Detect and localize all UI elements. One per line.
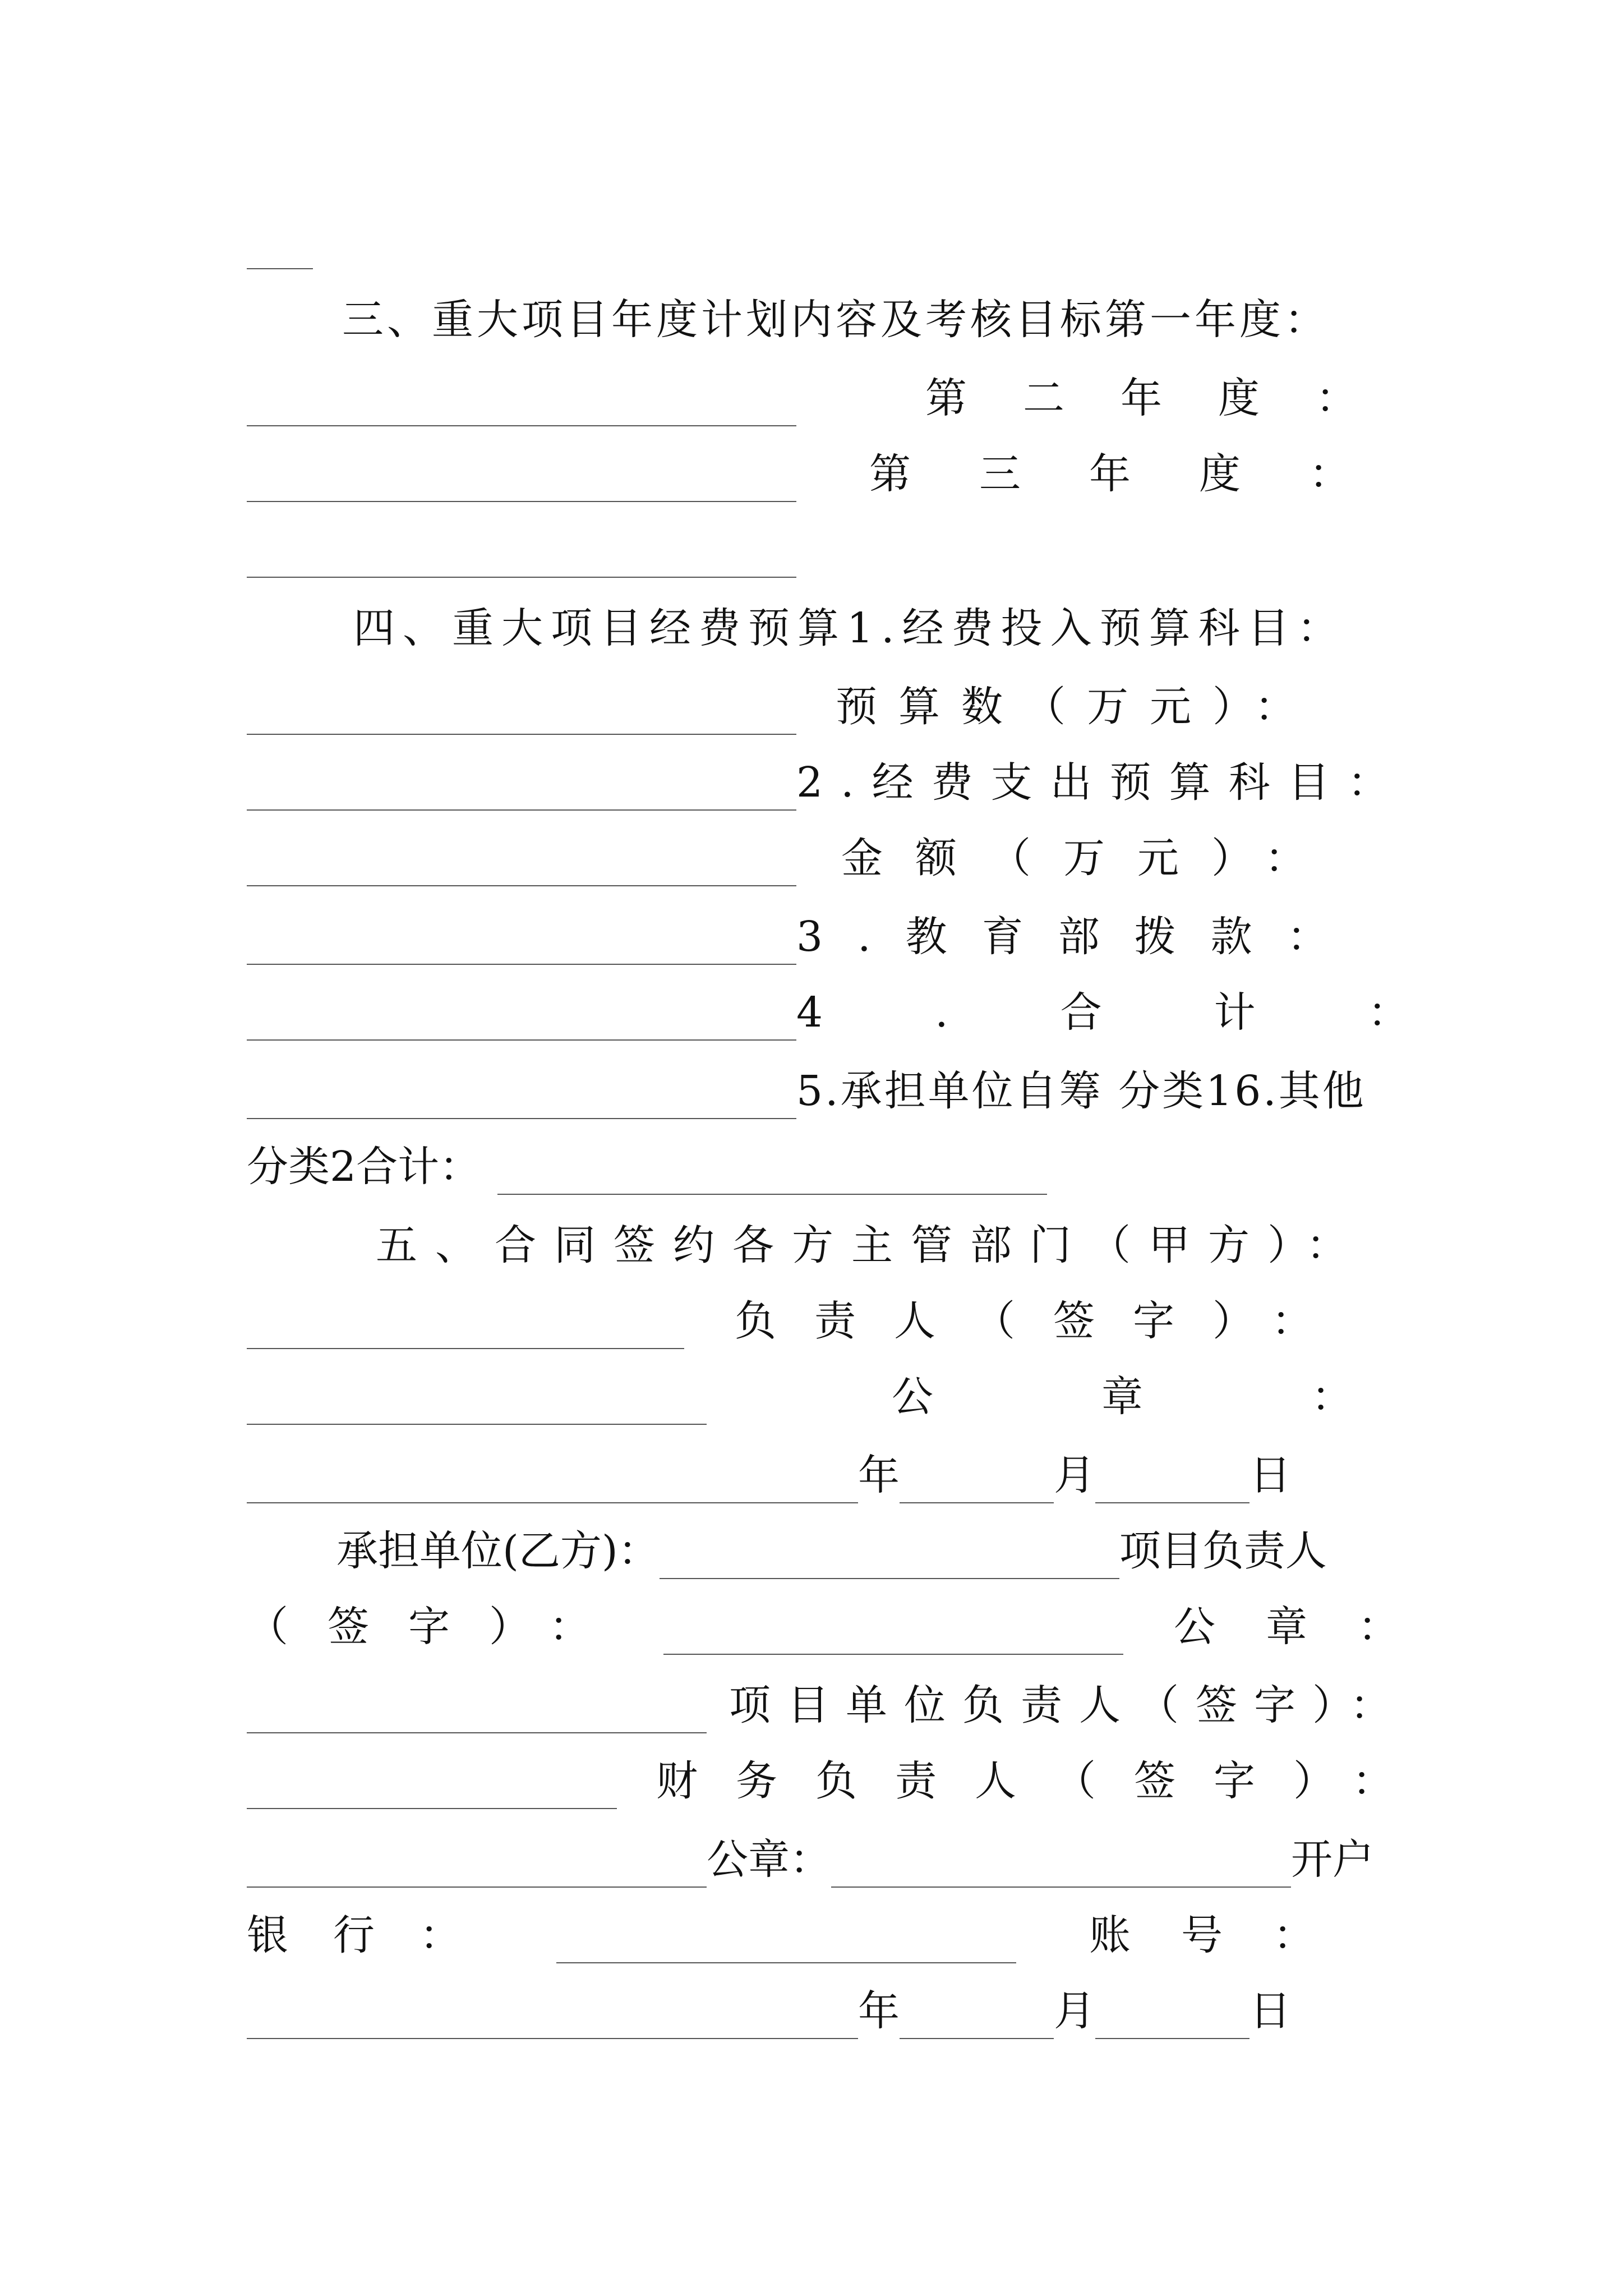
- finance-leader-label: 财务负责人（签字）：: [656, 1757, 1432, 1805]
- blank-line[interactable]: [247, 1697, 707, 1733]
- party-b-label: 承担单位(乙方)：: [336, 1527, 660, 1575]
- blank-line[interactable]: [831, 1852, 1291, 1888]
- section4-title-text: 四、重大项目经费预算1.经费投入预算科目：: [353, 604, 1347, 652]
- blank-line[interactable]: [556, 1927, 1016, 1963]
- unit-leader-row: [247, 1677, 1408, 1733]
- blank-line[interactable]: [247, 850, 796, 886]
- blank-line[interactable]: [900, 2003, 1054, 2039]
- blank-line[interactable]: [247, 1773, 617, 1809]
- blank-line[interactable]: [247, 699, 796, 735]
- account-label: 账号：: [1089, 1911, 1365, 1959]
- blank-line[interactable]: [247, 466, 796, 502]
- top-rule: [247, 213, 1380, 269]
- sign-seal-row: [247, 1599, 1450, 1655]
- blank-line[interactable]: [660, 1543, 1119, 1579]
- bank-label: 银行：: [247, 1911, 506, 1959]
- blank-line[interactable]: [247, 542, 796, 578]
- blank-line[interactable]: [247, 775, 796, 811]
- date-row: [247, 1447, 1380, 1503]
- blank-line[interactable]: [247, 1005, 796, 1041]
- project-leader-label: 项目负责人: [1119, 1527, 1327, 1575]
- item5-label: 5.承担单位自筹 分类16.其他: [796, 1067, 1366, 1115]
- item2-row: [247, 754, 1407, 811]
- seal-c-label: 公章：: [707, 1835, 831, 1884]
- seal-bank-row: [247, 1832, 1380, 1888]
- blank-line[interactable]: [1095, 2003, 1249, 2039]
- item4-row: [247, 984, 1521, 1041]
- date2-row: [247, 1983, 1380, 2039]
- date2-day: 日: [1249, 1987, 1291, 2035]
- amount-label: 金额（万元）：: [841, 834, 1339, 882]
- blank-line[interactable]: [247, 929, 796, 965]
- date-month: 月: [1054, 1451, 1095, 1499]
- party-b-row: [336, 1523, 1380, 1579]
- section3-title-text: 三、重大项目年度计划内容及考核目标第一年度：: [342, 296, 1329, 344]
- section3-title: [342, 292, 1380, 348]
- item5-row: [247, 1063, 1380, 1119]
- section5-title: [376, 1217, 1380, 1273]
- blank-line[interactable]: [1095, 1467, 1249, 1503]
- section3-year3-row: [247, 446, 1419, 502]
- date-year: 年: [858, 1451, 900, 1499]
- amount-row: [247, 830, 1380, 886]
- bank-open-label: 开户: [1291, 1835, 1374, 1884]
- date-day: 日: [1249, 1451, 1291, 1499]
- blank-line[interactable]: [247, 1467, 858, 1503]
- item3-row: [247, 909, 1380, 965]
- section3-year2-row: [247, 370, 1413, 426]
- finance-leader-row: [247, 1753, 1432, 1809]
- blank-line[interactable]: [247, 1083, 796, 1119]
- blank-line[interactable]: [663, 1619, 1123, 1655]
- sign-paren-label: （签字）：: [247, 1603, 630, 1651]
- blank-line[interactable]: [247, 390, 796, 426]
- seal-b-label: 公章：: [1174, 1603, 1450, 1651]
- blank-line[interactable]: [900, 1467, 1054, 1503]
- signer-label: 负责人（签字）：: [735, 1297, 1351, 1345]
- blank-line[interactable]: [247, 1389, 707, 1425]
- item3-label: 3.教育部拨款：: [796, 913, 1363, 961]
- budget-amount-row: [247, 679, 1380, 735]
- blank-line: [247, 233, 313, 269]
- section3-blank-row: [247, 522, 1380, 578]
- section4-title: [353, 600, 1380, 656]
- seal-row: [247, 1369, 1521, 1425]
- item2-label: 2.经费支出预算科目：: [796, 758, 1407, 807]
- blank-line[interactable]: [247, 1852, 707, 1888]
- section5-title-text: 五、合同签约各方主管部门（甲方）：: [376, 1221, 1366, 1269]
- year3-label: 第三年度：: [869, 450, 1419, 498]
- item4-label: 4.合计：: [796, 988, 1521, 1037]
- item5-cont-label: 分类2合计：: [247, 1143, 481, 1191]
- blank-line[interactable]: [247, 1313, 684, 1349]
- bank-account-row: [247, 1907, 1380, 1963]
- budget-amount-label: 预算数（万元）：: [836, 683, 1317, 731]
- date2-year: 年: [858, 1987, 900, 2035]
- date2-month: 月: [1054, 1987, 1095, 2035]
- blank-line[interactable]: [247, 2003, 858, 2039]
- item5-cont-row: [247, 1139, 1380, 1195]
- blank-line[interactable]: [497, 1159, 1047, 1195]
- unit-leader-label: 项目单位负责人（签字）：: [729, 1681, 1408, 1729]
- year2-label: 第二年度：: [925, 374, 1413, 422]
- seal-label: 公章：: [892, 1373, 1521, 1421]
- signer-row: [247, 1293, 1380, 1349]
